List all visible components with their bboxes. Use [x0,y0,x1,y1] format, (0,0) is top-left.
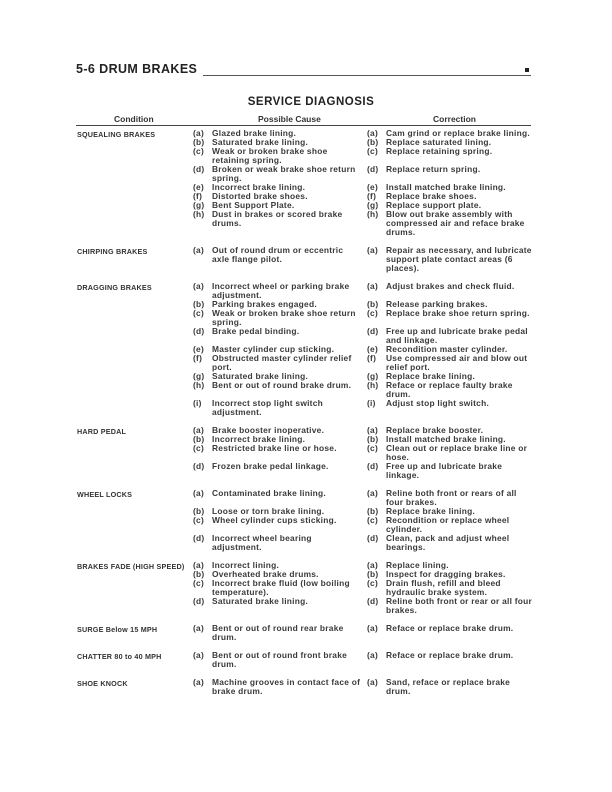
item-letter: (a) [193,425,204,435]
diagnosis-row [193,210,537,237]
cause-text: Distorted brake shoes. [212,191,308,201]
correction [367,534,537,552]
item-letter: (a) [367,488,378,498]
possible-cause [193,534,367,552]
item-list [193,678,537,696]
cause-text: Weak or broken brake shoe return spring. [212,308,356,327]
cause-text: Brake pedal binding. [212,326,300,336]
cause-text: Incorrect brake lining. [212,434,306,444]
item-letter: (h) [193,380,205,390]
diagnosis-group [77,246,537,273]
correction-text: Adjust brakes and check fluid. [386,281,515,291]
cause-text: Restricted brake line or hose. [212,443,337,453]
item-letter: (d) [193,533,205,543]
diagnosis-row [193,147,537,165]
correction-text: Use compressed air and blow out relief port. [386,353,528,372]
item-letter: (e) [367,344,378,354]
cause-text: Saturated brake lining. [212,371,309,381]
cause-text: Contaminated brake lining. [212,488,326,498]
item-letter: (i) [193,398,202,408]
item-letter: (a) [193,650,204,660]
correction [367,165,537,183]
possible-cause [193,462,367,480]
correction-text: Sand, reface or replace brake drum. [386,677,511,696]
item-letter: (c) [193,146,204,156]
correction-text: Clean out or replace brake line or hose. [386,443,528,462]
correction-text: Free up and lubricate brake pedal and linkage. [386,326,528,345]
item-letter: (b) [367,569,379,579]
item-letter: (a) [367,245,378,255]
possible-cause [193,444,367,462]
cause-text: Brake booster inoperative. [212,425,325,435]
item-letter: (a) [193,488,204,498]
item-list [193,246,537,273]
correction-text: Reface or replace brake drum. [386,650,514,660]
cause-text: Bent or out of round front brake drum. [212,650,348,669]
possible-cause [193,489,367,507]
condition-label: WHEEL LOCKS [77,489,133,499]
diagnosis-group [77,678,537,696]
possible-cause [193,516,367,534]
diagnosis-row [193,444,537,462]
header-rule [203,63,531,76]
correction-text: Replace lining. [386,560,449,570]
correction-text: Reface or replace faulty brake drum. [386,380,513,399]
item-letter: (c) [193,308,204,318]
possible-cause [193,147,367,165]
cause-text: Bent or out of round rear brake drum. [212,623,344,642]
possible-cause [193,678,367,696]
item-letter: (f) [367,353,377,363]
correction-text: Repair as necessary, and lubricate support plate contact areas (6 places). [386,245,532,273]
condition-label: CHIRPING BRAKES [77,246,148,256]
diagnosis-row [193,165,537,183]
section-title: 5-6 DRUM BRAKES [76,62,198,76]
diagnosis-group [77,426,537,480]
item-letter: (a) [367,623,378,633]
diagnosis-group [77,651,537,669]
item-letter: (f) [193,353,203,363]
correction [367,381,537,399]
page-header [76,62,531,76]
correction-text: Replace support plate. [386,200,482,210]
column-header-cause: Possible Cause [258,114,321,124]
correction [367,282,537,300]
item-letter: (g) [367,200,379,210]
cause-text: Bent Support Plate. [212,200,295,210]
cause-text: Master cylinder cup sticking. [212,344,335,354]
header-divider [76,125,531,126]
column-header-condition: Condition [114,114,154,124]
condition-label: SHOE KNOCK [77,678,128,688]
correction [367,327,537,345]
diagnosis-row [193,597,537,615]
diagnosis-row [193,516,537,534]
cause-text: Incorrect lining. [212,560,280,570]
cause-text: Out of round drum or eccentric axle flange pilot. [212,245,344,264]
cause-text: Overheated brake drums. [212,569,319,579]
correction-text: Replace brake lining. [386,506,476,516]
correction-text: Cam grind or replace brake lining. [386,128,530,138]
item-letter: (a) [193,128,204,138]
item-letter: (d) [193,596,205,606]
item-letter: (a) [367,425,378,435]
correction-text: Replace saturated lining. [386,137,492,147]
correction [367,462,537,480]
correction [367,651,537,669]
correction [367,444,537,462]
cause-text: Obstructed master cylinder relief port. [212,353,352,372]
item-letter: (a) [367,128,378,138]
cause-text: Incorrect brake lining. [212,182,306,192]
diagnosis-row [193,282,537,300]
item-list [193,489,537,552]
possible-cause [193,651,367,669]
item-letter: (e) [193,344,204,354]
item-letter: (d) [367,533,379,543]
cause-text: Glazed brake lining. [212,128,297,138]
item-letter: (a) [367,677,378,687]
diagnosis-group [77,624,537,642]
correction-text: Replace brake booster. [386,425,484,435]
diagnosis-row [193,489,537,507]
item-letter: (b) [193,506,205,516]
cause-text: Saturated brake lining. [212,596,309,606]
item-letter: (d) [193,326,205,336]
item-letter: (b) [193,434,205,444]
possible-cause [193,399,367,417]
diagnosis-row [193,624,537,642]
possible-cause [193,579,367,597]
correction [367,516,537,534]
item-letter: (b) [193,569,205,579]
diagnosis-row [193,678,537,696]
cause-text: Incorrect wheel bearing adjustment. [212,533,312,552]
correction-text: Free up and lubricate brake linkage. [386,461,503,480]
item-letter: (h) [193,209,205,219]
possible-cause [193,327,367,345]
correction [367,354,537,372]
condition-label: BRAKES FADE (HIGH SPEED) [77,561,185,571]
condition-label: CHATTER 80 to 40 MPH [77,651,162,661]
item-letter: (c) [367,515,378,525]
diagnosis-row [193,534,537,552]
correction [367,678,537,696]
cause-text: Incorrect stop light switch adjustment. [212,398,323,417]
item-letter: (a) [193,281,204,291]
item-letter: (a) [367,650,378,660]
item-letter: (f) [367,191,377,201]
item-letter: (d) [193,164,205,174]
correction-text: Replace brake shoes. [386,191,477,201]
possible-cause [193,354,367,372]
cause-text: Loose or torn brake lining. [212,506,325,516]
cause-text: Frozen brake pedal linkage. [212,461,329,471]
item-letter: (d) [367,596,379,606]
correction [367,246,537,273]
diagnosis-row [193,246,537,273]
diagnosis-row [193,354,537,372]
correction-text: Release parking brakes. [386,299,488,309]
item-letter: (b) [367,506,379,516]
item-letter: (g) [193,200,205,210]
possible-cause [193,381,367,399]
item-letter: (e) [193,182,204,192]
cause-text: Saturated brake lining. [212,137,309,147]
item-letter: (d) [367,326,379,336]
item-letter: (i) [367,398,376,408]
correction-text: Replace retaining spring. [386,146,493,156]
item-letter: (b) [367,299,379,309]
item-list [193,129,537,237]
cause-text: Broken or weak brake shoe return spring. [212,164,356,183]
item-letter: (c) [367,578,378,588]
item-letter: (b) [367,434,379,444]
item-letter: (b) [193,137,205,147]
item-letter: (c) [193,443,204,453]
cause-text: Dust in brakes or scored brake drums. [212,209,343,228]
item-letter: (d) [367,461,379,471]
item-letter: (g) [193,371,205,381]
diagnosis-row [193,381,537,399]
correction [367,597,537,615]
diagnosis-group [77,129,537,237]
item-list [193,561,537,615]
correction [367,579,537,597]
condition-label: DRAGGING BRAKES [77,282,152,292]
cause-text: Wheel cylinder cups sticking. [212,515,337,525]
possible-cause [193,282,367,300]
diagnosis-group [77,561,537,615]
item-letter: (c) [193,515,204,525]
correction-text: Recondition master cylinder. [386,344,508,354]
possible-cause [193,165,367,183]
correction [367,309,537,327]
column-header-correction: Correction [433,114,476,124]
diagnosis-group [77,282,537,417]
possible-cause [193,597,367,615]
item-letter: (e) [367,182,378,192]
cause-text: Bent or out of round brake drum. [212,380,352,390]
item-letter: (c) [367,443,378,453]
item-letter: (f) [193,191,203,201]
item-letter: (d) [193,461,205,471]
diagnosis-row [193,651,537,669]
item-letter: (a) [193,623,204,633]
item-letter: (a) [367,281,378,291]
correction-text: Replace return spring. [386,164,481,174]
item-letter: (a) [193,245,204,255]
diagnosis-group [77,489,537,552]
correction [367,399,537,417]
item-list [193,624,537,642]
cause-text: Incorrect brake fluid (low boiling temperature). [212,578,350,597]
correction-text: Clean, pack and adjust wheel bearings. [386,533,510,552]
correction-text: Reface or replace brake drum. [386,623,514,633]
correction-text: Recondition or replace wheel cylinder. [386,515,510,534]
cause-text: Parking brakes engaged. [212,299,317,309]
item-letter: (a) [367,560,378,570]
correction [367,210,537,237]
item-letter: (b) [367,137,379,147]
cause-text: Incorrect wheel or parking brake adjustment. [212,281,350,300]
item-letter: (d) [367,164,379,174]
item-list [193,426,537,480]
item-letter: (b) [193,299,205,309]
cause-text: Weak or broken brake shoe retaining spring. [212,146,328,165]
condition-label: HARD PEDAL [77,426,127,436]
correction [367,489,537,507]
possible-cause [193,210,367,237]
correction-text: Inspect for dragging brakes. [386,569,506,579]
condition-label: SQUEALING BRAKES [77,129,156,139]
item-letter: (h) [367,209,379,219]
item-list [193,282,537,417]
correction [367,147,537,165]
cause-text: Machine grooves in contact face of brake drum. [212,677,361,696]
diagnosis-row [193,309,537,327]
diagnosis-row [193,327,537,345]
correction-text: Blow out brake assembly with compressed air and reface brake drums. [386,209,525,237]
diagnosis-row [193,399,537,417]
correction [367,624,537,642]
square-bullet-icon [525,68,529,72]
diagnosis-row [193,579,537,597]
correction-text: Install matched brake lining. [386,182,506,192]
item-letter: (c) [193,578,204,588]
item-letter: (h) [367,380,379,390]
diagnosis-row [193,462,537,480]
diagnosis-table [77,129,537,705]
correction-text: Install matched brake lining. [386,434,506,444]
correction-text: Reline both front or rear or all four brakes. [386,596,533,615]
item-letter: (c) [367,146,378,156]
correction-text: Replace brake shoe return spring. [386,308,530,318]
possible-cause [193,624,367,642]
possible-cause [193,246,367,273]
correction-text: Adjust stop light switch. [386,398,490,408]
item-letter: (a) [193,677,204,687]
item-letter: (a) [193,560,204,570]
item-list [193,651,537,669]
page-title: SERVICE DIAGNOSIS [247,96,375,108]
condition-label: SURGE Below 15 MPH [77,624,158,634]
correction-text: Drain flush, refill and bleed hydraulic brake system. [386,578,501,597]
item-letter: (c) [367,308,378,318]
correction-text: Replace brake lining. [386,371,476,381]
possible-cause [193,309,367,327]
correction-text: Reline both front or rears of all four brakes. [386,488,517,507]
item-letter: (g) [367,371,379,381]
